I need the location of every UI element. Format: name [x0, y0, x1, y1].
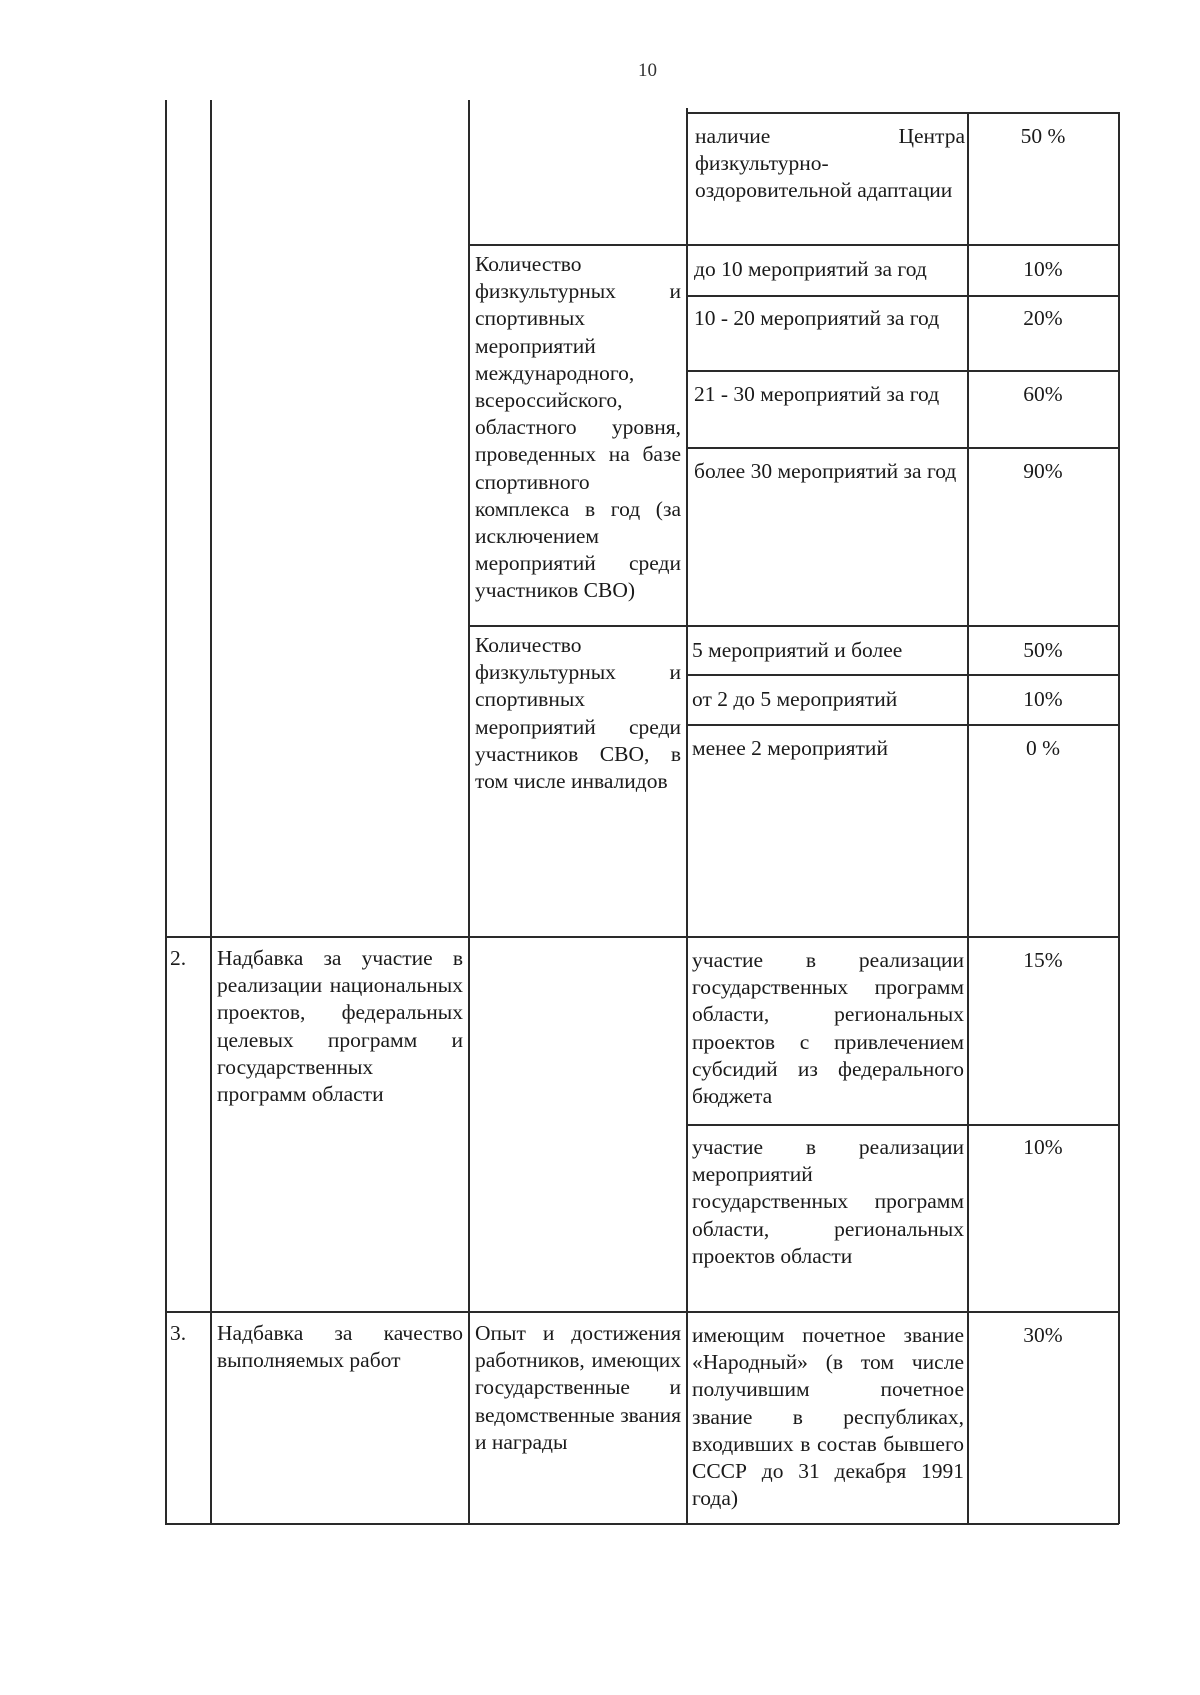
- criterion-cell: до 10 мероприятий за год: [694, 257, 927, 281]
- page-number: 10: [638, 60, 657, 81]
- row-line: [165, 1311, 1119, 1313]
- criterion-cell: 10 - 20 мероприятий за год: [694, 306, 940, 330]
- criterion-cell: 21 - 30 мероприятий за год: [694, 382, 940, 406]
- value-cell: 50%: [1023, 638, 1063, 662]
- value-cell: 20%: [1023, 306, 1063, 330]
- criterion-cell: 5 мероприятий и более: [692, 638, 903, 662]
- value-cell: 10%: [1023, 687, 1063, 711]
- value-cell: 0 %: [1025, 736, 1061, 760]
- criterion-cell: участие в реализации мероприятий государственных программ области, региональных проектов области: [692, 1135, 964, 1268]
- indicator-cell: Количество физкультурных и спортивных мероприятий международного, всероссийского, областного уровня, проведенных на базе спортивного комплекса в год (за исключением мероприятий среди участников СВО): [475, 252, 681, 603]
- value-cell: 10%: [1023, 257, 1063, 281]
- table-border-bottom: [165, 1523, 1119, 1525]
- criterion-cell: от 2 до 5 мероприятий: [692, 687, 898, 711]
- section-number: 3.: [170, 1321, 187, 1345]
- row-line: [686, 112, 1119, 114]
- row-line: [468, 244, 1119, 246]
- criterion-cell: менее 2 мероприятий: [692, 736, 888, 760]
- criterion-cell: участие в реализации государственных программ области, региональных проектов с привлечением субсидий из федерального бюджета: [692, 948, 964, 1109]
- row-line: [165, 936, 1119, 938]
- section-title: Надбавка за качество выполняемых работ: [217, 1321, 463, 1373]
- row-line: [686, 1124, 1119, 1126]
- section-number: 2.: [170, 946, 187, 970]
- row-line: [686, 370, 1119, 372]
- indicator-cell: Количество физкультурных и спортивных мероприятий среди участников СВО, в том числе инвалидов: [475, 633, 681, 794]
- criterion-cell: наличие Центра физкультурно-оздоровительной адаптации: [695, 124, 965, 203]
- criterion-cell: имеющим почетное звание «Народный» (в том числе получившим почетное звание в республиках, входивших в состав бывшего СССР до 31 декабря 1991 года): [692, 1323, 964, 1511]
- value-cell: 50 %: [1020, 124, 1066, 148]
- row-line: [468, 625, 1119, 627]
- value-cell: 60%: [1023, 382, 1063, 406]
- indicator-cell: Опыт и достижения работников, имеющих государственные и ведомственные звания и награды: [475, 1321, 681, 1454]
- value-cell: 30%: [1023, 1323, 1063, 1347]
- value-cell: 15%: [1023, 948, 1063, 972]
- row-line: [686, 447, 1119, 449]
- value-cell: 10%: [1023, 1135, 1063, 1159]
- row-line: [686, 295, 1119, 297]
- row-line: [686, 674, 1119, 676]
- criterion-cell: более 30 мероприятий за год: [694, 459, 957, 483]
- value-cell: 90%: [1023, 459, 1063, 483]
- section-title: Надбавка за участие в реализации национальных проектов, федеральных целевых программ и государственных программ области: [217, 946, 463, 1107]
- row-line: [686, 724, 1119, 726]
